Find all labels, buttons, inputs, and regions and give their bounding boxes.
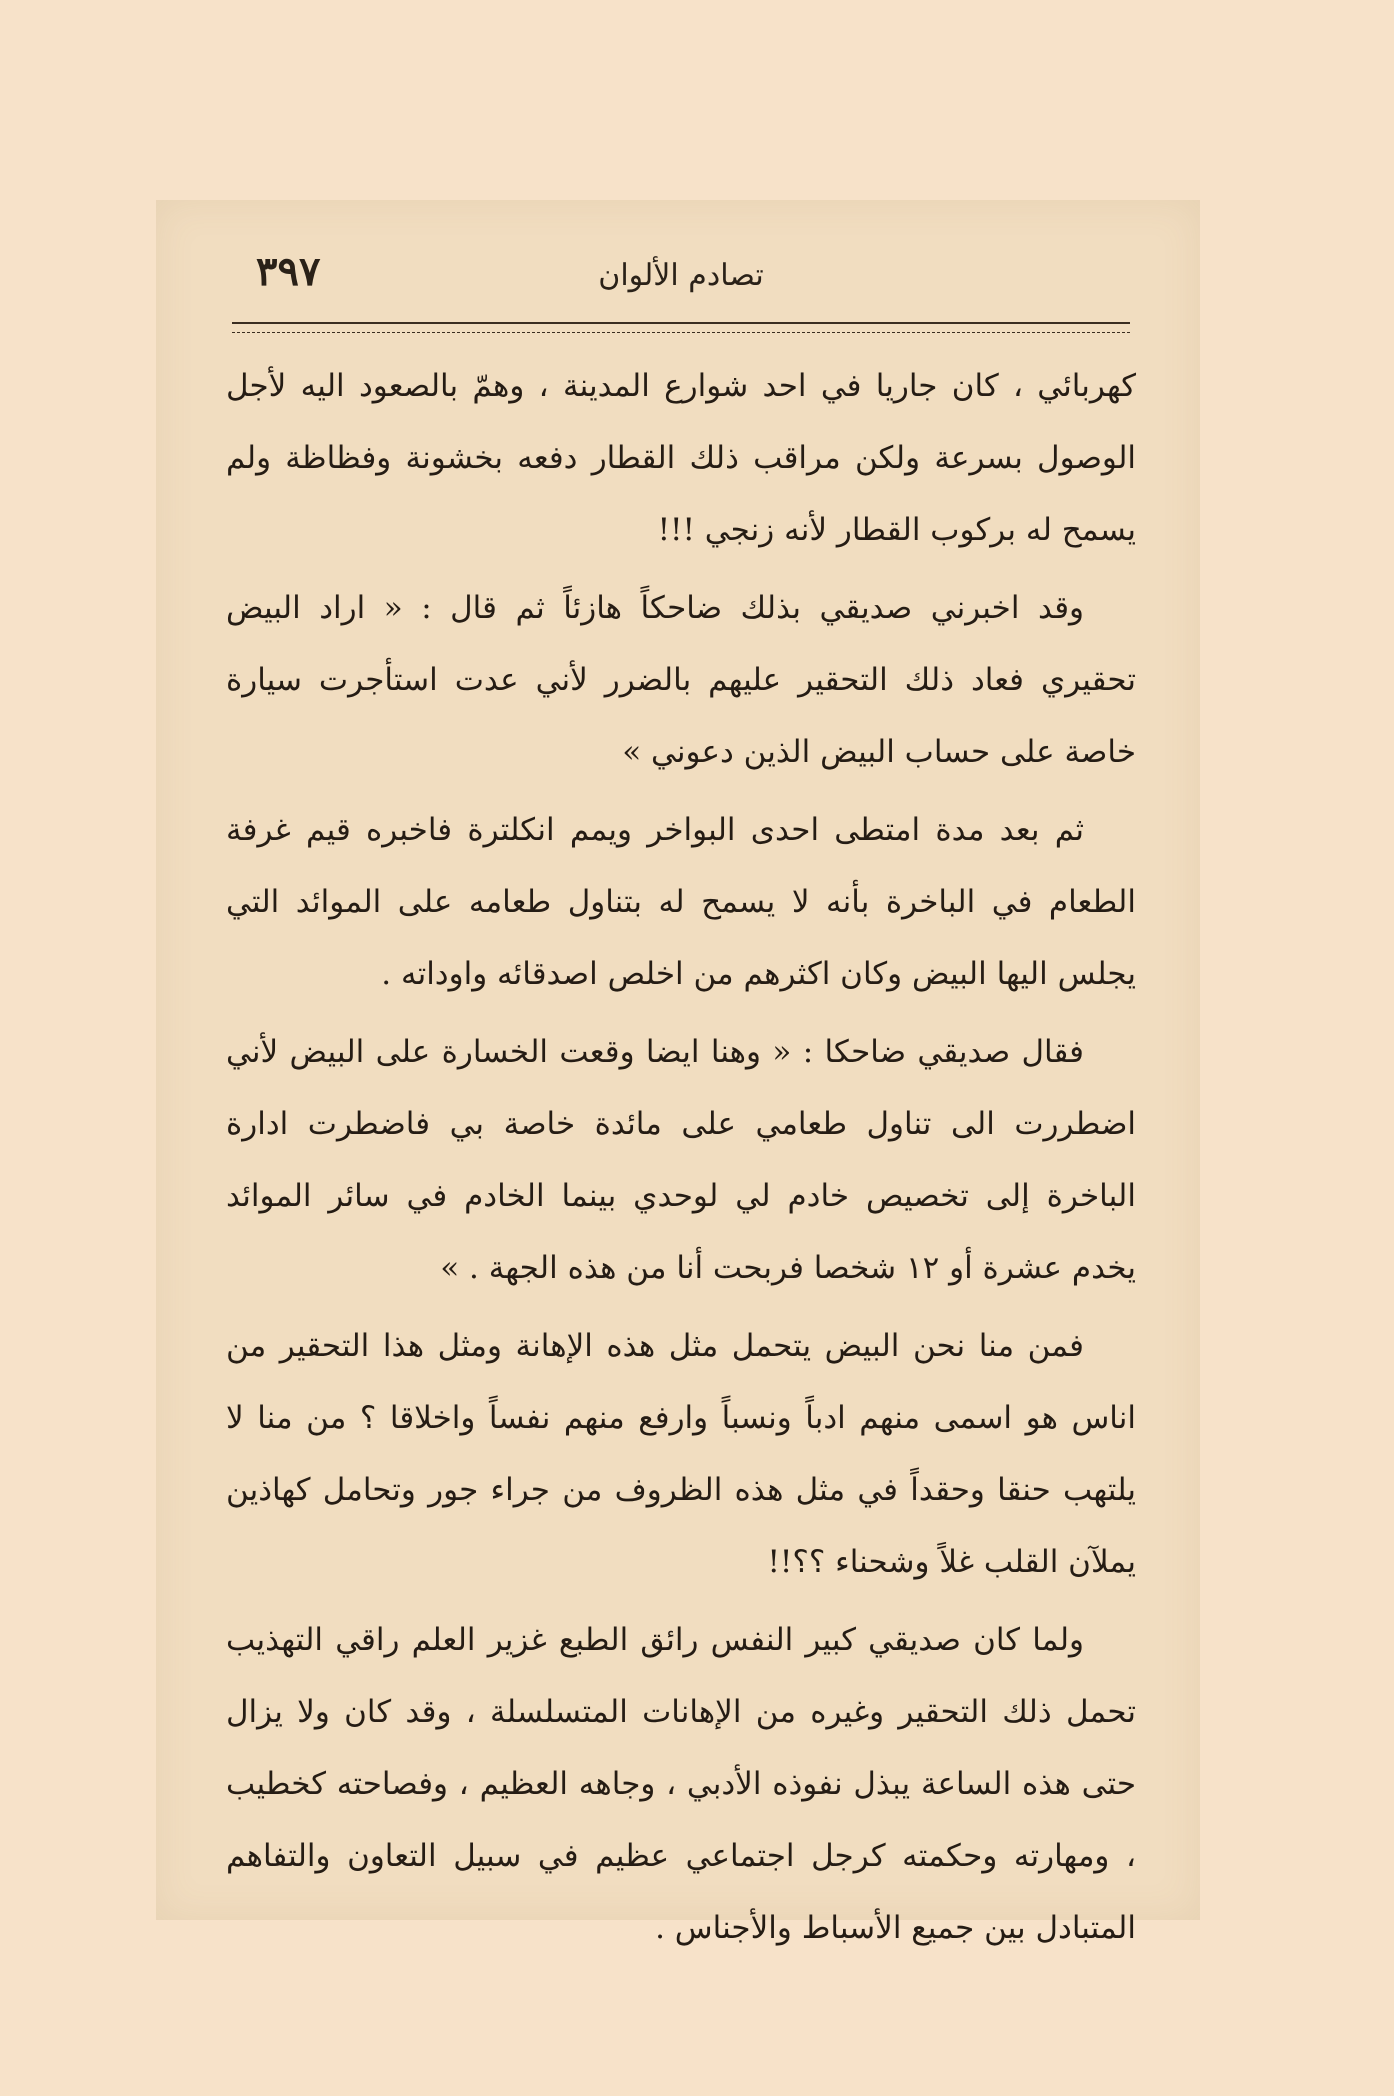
paragraph: ولما كان صديقي كبير النفس رائق الطبع غزير العلم راقي التهذيب تحمل ذلك التحقير وغيره من الإهانات المتسلسلة ، وقد كان ولا يزال حتى هذه الساعة يبذل نفوذه الأدبي ، وجاهه العظيم ، وفصاحته كخطيب ، ومهارته وحكمته كرجل اجتماعي عظيم في سبيل التعاون والتفاهم المتبادل بين جميع الأسباط والأجناس . xyxy=(226,1622,1136,1946)
body-text xyxy=(226,350,1136,1970)
running-title: تصادم الألوان xyxy=(598,258,764,293)
paragraph: فقال صديقي ضاحكا : « وهنا ايضا وقعت الخسارة على البيض لأني اضطررت الى تناول طعامي على مائدة خاصة بي فاضطرت ادارة الباخرة إلى تخصيص خادم لي لوحدي بينما الخادم في سائر الموائد يخدم عشرة أو ١٢ شخصا فربحت أنا من هذه الجهة . » xyxy=(226,1034,1136,1286)
paragraph: وقد اخبرني صديقي بذلك ضاحكاً هازئاً ثم قال : « اراد البيض تحقيري فعاد ذلك التحقير عليهم بالضرر لأني عدت استأجرت سيارة خاصة على حساب البيض الذين دعوني » xyxy=(226,590,1136,770)
page-number: ٣٩٧ xyxy=(256,248,321,295)
page-header xyxy=(232,248,1130,312)
paragraph: ثم بعد مدة امتطى احدى البواخر ويمم انكلترة فاخبره قيم غرفة الطعام في الباخرة بأنه لا يسمح له بتناول طعامه على الموائد التي يجلس اليها البيض وكان اكثرهم من اخلص اصدقائه واوداته . xyxy=(226,812,1136,992)
header-rule xyxy=(232,322,1130,333)
paragraph: فمن منا نحن البيض يتحمل مثل هذه الإهانة ومثل هذا التحقير من اناس هو اسمى منهم ادباً ونسباً وارفع منهم نفساً واخلاقا ؟ من منا لا يلتهب حنقا وحقداً في مثل هذه الظروف من جراء جور وتحامل كهاذين يملآن القلب غلاً وشحناء ؟؟!! xyxy=(226,1328,1136,1580)
book-page xyxy=(156,200,1200,1946)
paragraph: كهربائي ، كان جاريا في احد شوارع المدينة ، وهمّ بالصعود اليه لأجل الوصول بسرعة ولكن مراقب ذلك القطار دفعه بخشونة وفظاظة ولم يسمح له بركوب القطار لأنه زنجي !!! xyxy=(226,368,1136,548)
